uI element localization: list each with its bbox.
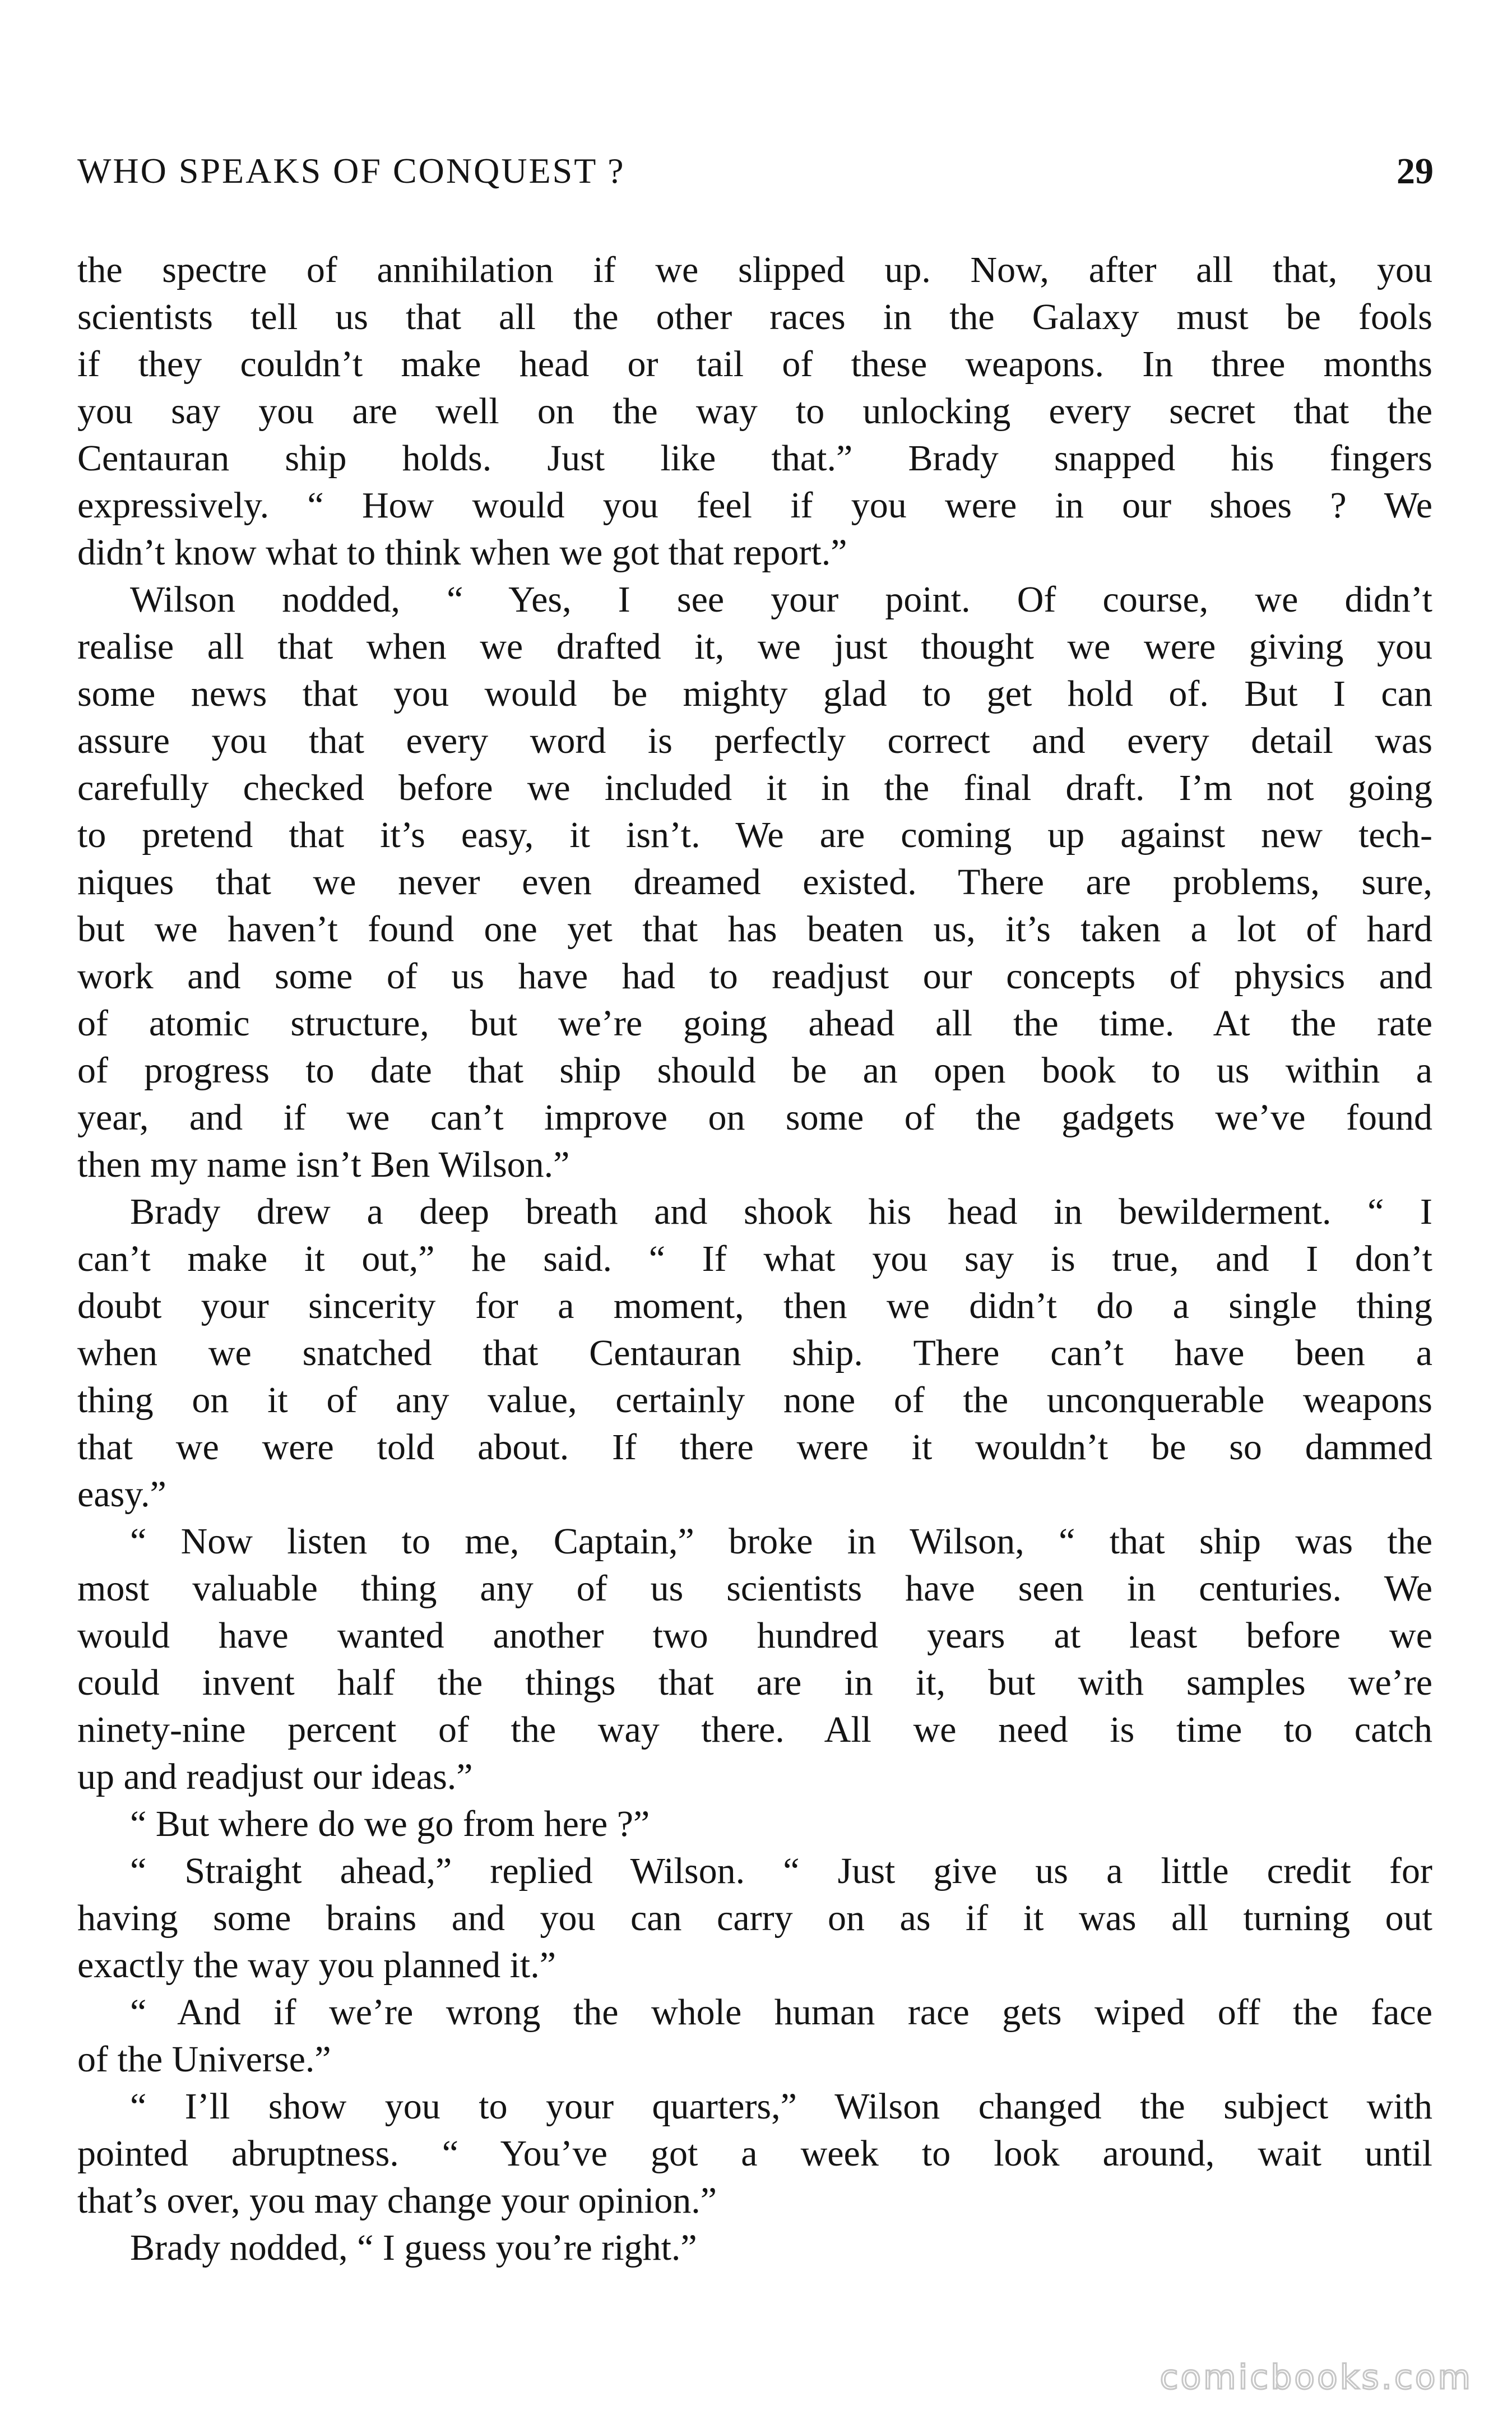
text-line: that’s over, you may change your opinion.” (77, 2180, 717, 2221)
text-line: could invent half the things that are in it, but with samples we’re (77, 1662, 1432, 1703)
text-line: most valuable thing any of us scientists have seen in centuries. We (77, 1568, 1432, 1609)
text-line: then my name isn’t Ben Wilson.” (77, 1144, 570, 1185)
text-line: of the Universe.” (77, 2039, 331, 2080)
text-line: of atomic structure, but we’re going ahead all the time. At the rate (77, 1003, 1432, 1044)
page-number: 29 (1397, 151, 1434, 192)
text-line: Brady drew a deep breath and shook his head in bewilderment. “ I (130, 1191, 1432, 1232)
text-line: Wilson nodded, “ Yes, I see your point. Of course, we didn’t (130, 579, 1432, 620)
text-line: you say you are well on the way to unlocking every secret that the (77, 391, 1432, 432)
text-line: easy.” (77, 1474, 166, 1515)
text-line: “ I’ll show you to your quarters,” Wilson changed the subject with (130, 2086, 1432, 2127)
text-line: when we snatched that Centauran ship. There can’t have been a (77, 1333, 1432, 1373)
text-line: doubt your sincerity for a moment, then we didn’t do a single thing (77, 1285, 1432, 1326)
text-line: “ Now listen to me, Captain,” broke in Wilson, “ that ship was the (130, 1521, 1432, 1562)
running-head: WHO SPEAKS OF CONQUEST ? (77, 151, 625, 191)
text-line: Centauran ship holds. Just like that.” Brady snapped his fingers (77, 438, 1432, 479)
text-line: but we haven’t found one yet that has beaten us, it’s taken a lot of hard (77, 909, 1432, 950)
text-line: the spectre of annihilation if we slipped up. Now, after all that, you (77, 249, 1432, 290)
text-line: carefully checked before we included it in the final draft. I’m not going (77, 767, 1432, 808)
text-line: to pretend that it’s easy, it isn’t. We are coming up against new tech- (77, 815, 1432, 855)
text-line: pointed abruptness. “ You’ve got a week to look around, wait until (77, 2133, 1432, 2174)
page-header (77, 150, 1434, 201)
text-line: realise all that when we drafted it, we just thought we were giving you (77, 626, 1432, 667)
text-line: Brady nodded, “ I guess you’re right.” (130, 2227, 697, 2268)
text-line: up and readjust our ideas.” (77, 1756, 473, 1797)
text-line: of progress to date that ship should be an open book to us within a (77, 1050, 1432, 1091)
text-line: didn’t know what to think when we got that report.” (77, 532, 847, 573)
text-line: thing on it of any value, certainly none of the unconquerable weapons (77, 1380, 1432, 1421)
text-line: that we were told about. If there were it wouldn’t be so dammed (77, 1427, 1432, 1468)
text-line: scientists tell us that all the other races in the Galaxy must be fools (77, 297, 1432, 337)
text-line: work and some of us have had to readjust our concepts of physics and (77, 956, 1432, 997)
watermark: comicbooks.com (1159, 2358, 1473, 2397)
text-line: exactly the way you planned it.” (77, 1945, 556, 1986)
text-line: “ Straight ahead,” replied Wilson. “ Just give us a little credit for (130, 1851, 1432, 1891)
text-line: if they couldn’t make head or tail of these weapons. In three months (77, 344, 1432, 385)
text-line: ninety-nine percent of the way there. All we need is time to catch (77, 1709, 1432, 1750)
text-line: expressively. “ How would you feel if you were in our shoes ? We (77, 485, 1432, 526)
text-line: “ But where do we go from here ?” (130, 1803, 650, 1844)
text-line: year, and if we can’t improve on some of the gadgets we’ve found (77, 1097, 1432, 1138)
text-line: some news that you would be mighty glad to get hold of. But I can (77, 673, 1432, 714)
text-line: would have wanted another two hundred years at least before we (77, 1615, 1432, 1656)
body-text (77, 247, 1432, 2272)
text-line: “ And if we’re wrong the whole human race gets wiped off the face (130, 1992, 1432, 2033)
text-line: can’t make it out,” he said. “ If what you say is true, and I don’t (77, 1238, 1432, 1279)
text-line: assure you that every word is perfectly correct and every detail was (77, 720, 1432, 761)
text-line: niques that we never even dreamed existed. There are problems, sure, (77, 862, 1432, 903)
text-line: having some brains and you can carry on as if it was all turning out (77, 1898, 1432, 1939)
